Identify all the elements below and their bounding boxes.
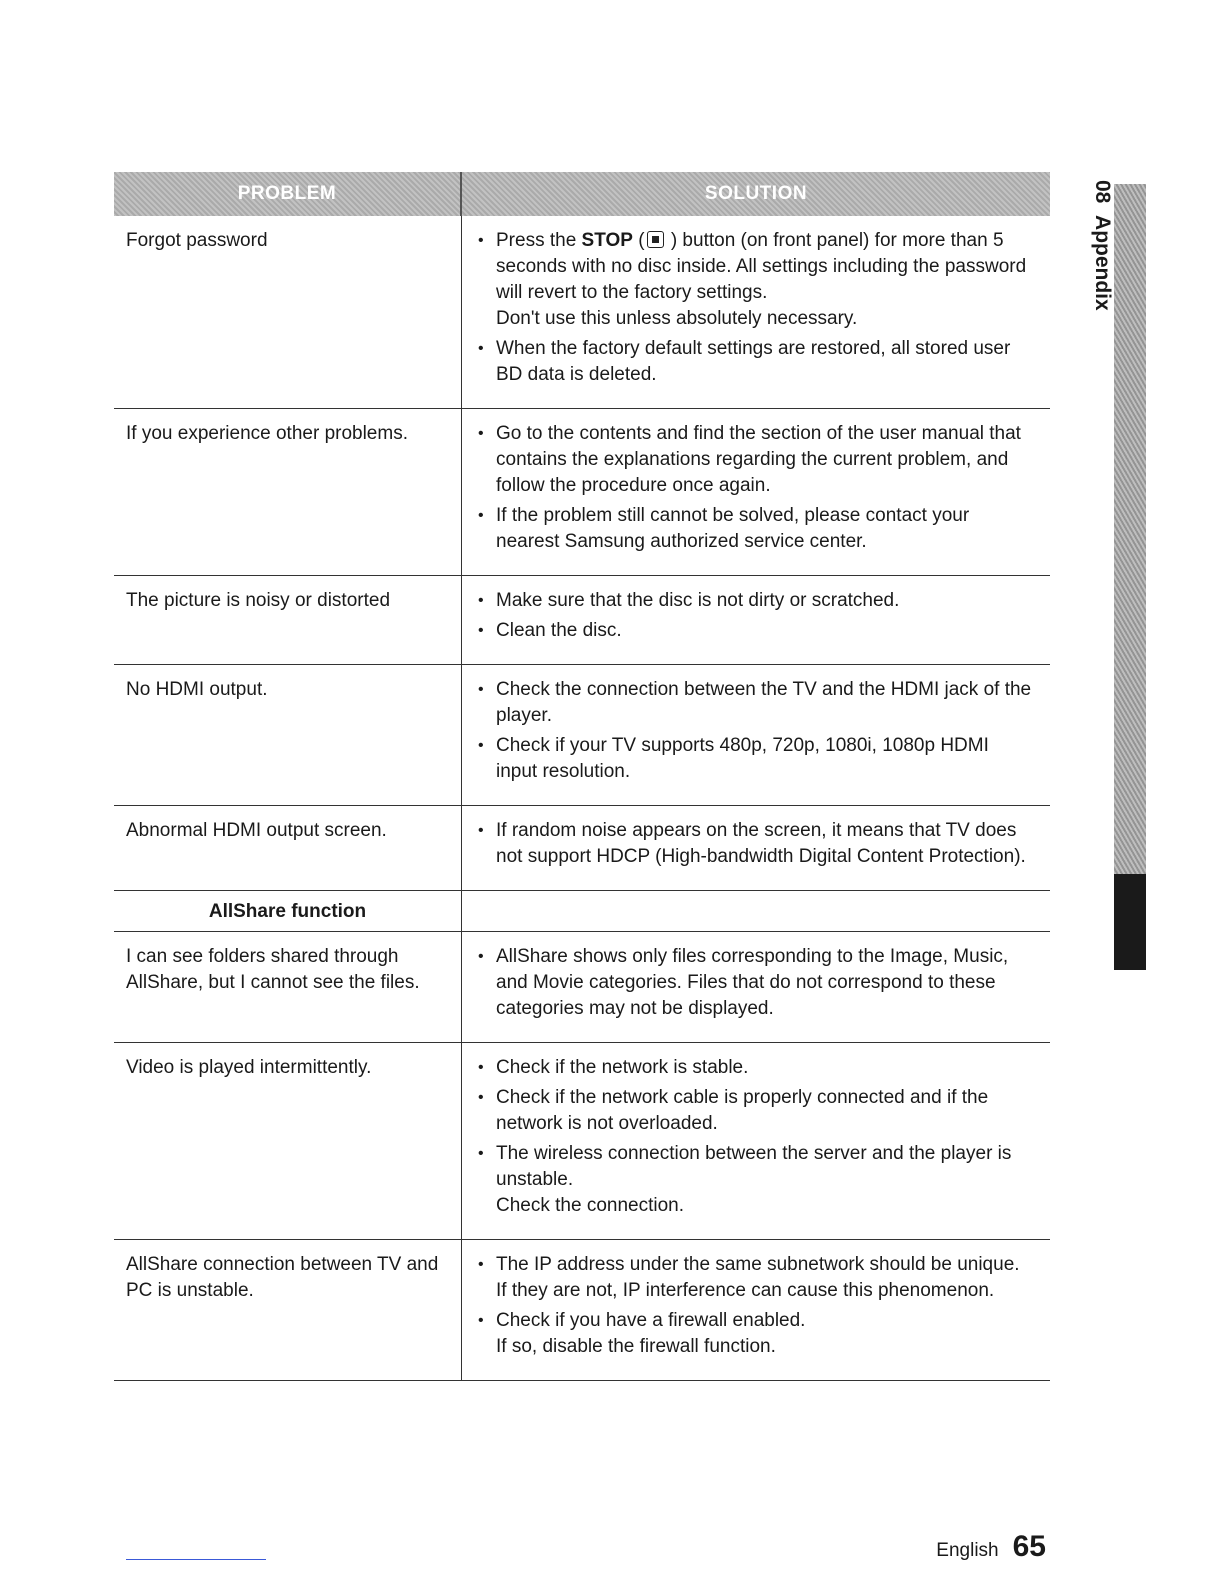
solution-cell [462,1240,1050,1380]
bullet-icon: • [478,1059,484,1076]
solution-list [476,944,1032,1022]
problem-cell: I can see folders shared through AllShare, but I cannot see the files. [114,932,462,1042]
table-row [114,1043,1050,1240]
solution-cell [462,665,1050,805]
footer-language: English [936,1540,999,1561]
solution-text: Check if the network cable is properly connected and if the network is not overloaded. [496,1087,989,1134]
solution-text: Go to the contents and find the section of the user manual that contains the explanations regarding the current problem, and follow the procedure once again. [496,423,1021,496]
solution-item [476,733,1032,785]
problem-cell: If you experience other problems. [114,409,462,575]
chapter-tab-bar [1114,184,1146,874]
solution-note: Don't use this unless absolutely necessary. [496,308,858,329]
solution-text: Check the connection between the TV and the HDMI jack of the player. [496,679,1032,726]
bullet-icon: • [478,1312,484,1329]
solution-list [476,421,1032,555]
solution-item [476,421,1032,499]
solution-item [476,588,1032,614]
bullet-icon: • [478,1256,484,1273]
solution-text: The wireless connection between the server and the player is unstable. [496,1143,1012,1190]
table-row [114,806,1050,891]
table-row [114,216,1050,409]
solution-list [476,1252,1032,1360]
table-row [114,576,1050,665]
page-number: 65 [1012,1530,1046,1563]
chapter-text [1090,180,1114,311]
solution-list [476,1055,1032,1219]
troubleshooting-table [114,172,1050,1381]
footer-divider [126,1559,266,1560]
table-row [114,409,1050,576]
problem-cell: Forgot password [114,216,462,408]
bullet-icon: • [478,425,484,442]
solution-text: ) button (on front panel) for more than 5 seconds with no disc inside. All settings including the password will revert to the factory settings. [496,230,1027,303]
solution-text: Check if the network is stable. [496,1057,749,1078]
solution-note: Check the connection. [496,1195,685,1216]
section-row [114,891,1050,932]
solution-item [476,1308,1032,1360]
table-row [114,1240,1050,1381]
header-solution: SOLUTION [462,172,1050,216]
solution-text: AllShare shows only files corresponding to the Image, Music, and Movie categories. Files that do not correspond to these categories may not be displayed. [496,946,1009,1019]
solution-list [476,818,1032,870]
solution-item [476,1252,1032,1304]
chapter-tab-marker [1114,874,1146,970]
solution-text: When the factory default settings are restored, all stored user BD data is deleted. [496,338,1011,385]
solution-text: Clean the disc. [496,620,622,641]
bullet-icon: • [478,1145,484,1162]
solution-cell [462,1043,1050,1239]
solution-note: If so, disable the firewall function. [496,1336,776,1357]
solution-text: The IP address under the same subnetwork should be unique. If they are not, IP interference can cause this phenomenon. [496,1254,1020,1301]
problem-cell: Abnormal HDMI output screen. [114,806,462,890]
table-header [114,172,1050,216]
bullet-icon: • [478,1089,484,1106]
solution-item [476,336,1032,388]
bullet-icon: • [478,822,484,839]
solution-list [476,588,1032,644]
solution-cell [462,806,1050,890]
solution-item [476,818,1032,870]
bullet-icon: • [478,232,484,249]
solution-cell [462,932,1050,1042]
solution-cell [462,409,1050,575]
problem-cell: Video is played intermittently. [114,1043,462,1239]
chapter-title: Appendix [1091,215,1114,311]
solution-cell [462,216,1050,408]
header-problem: PROBLEM [114,172,462,216]
bullet-icon: • [478,681,484,698]
solution-item [476,618,1032,644]
table-row [114,932,1050,1043]
solution-item [476,677,1032,729]
page-footer [936,1530,1046,1564]
solution-item [476,1141,1032,1219]
bullet-icon: • [478,948,484,965]
solution-text: If random noise appears on the screen, it means that TV does not support HDCP (High-bandwidth Digital Content Protection). [496,820,1026,867]
stop-button-icon [647,231,664,248]
solution-item [476,503,1032,555]
section-empty-cell [462,891,1050,931]
solution-text: Check if you have a firewall enabled. [496,1310,806,1331]
stop-label: STOP [581,230,633,251]
solution-item [476,944,1032,1022]
solution-item [476,1085,1032,1137]
table-row [114,665,1050,806]
bullet-icon: • [478,737,484,754]
problem-cell: The picture is noisy or distorted [114,576,462,664]
bullet-icon: • [478,507,484,524]
bullet-icon: • [478,340,484,357]
solution-text: If the problem still cannot be solved, please contact your nearest Samsung authorized service center. [496,505,970,552]
problem-cell: AllShare connection between TV and PC is unstable. [114,1240,462,1380]
problem-cell: No HDMI output. [114,665,462,805]
bullet-icon: • [478,622,484,639]
solution-cell [462,576,1050,664]
section-title: AllShare function [114,891,462,931]
chapter-label [1078,180,1114,350]
solution-list [476,677,1032,785]
solution-item: • Press the STOP ( ) button (on front panel) for more than 5 seconds with no disc inside. All settings including the password will revert to the factory settings. Don't use this unless absolutely necessary. [476,228,1032,332]
solution-item [476,1055,1032,1081]
solution-list [476,228,1032,388]
solution-text: Press the [496,230,582,251]
solution-text: Check if your TV supports 480p, 720p, 1080i, 1080p HDMI input resolution. [496,735,989,782]
solution-text: Make sure that the disc is not dirty or scratched. [496,590,900,611]
bullet-icon: • [478,592,484,609]
chapter-side-tab [1078,180,1146,970]
chapter-number: 08 [1091,180,1114,204]
